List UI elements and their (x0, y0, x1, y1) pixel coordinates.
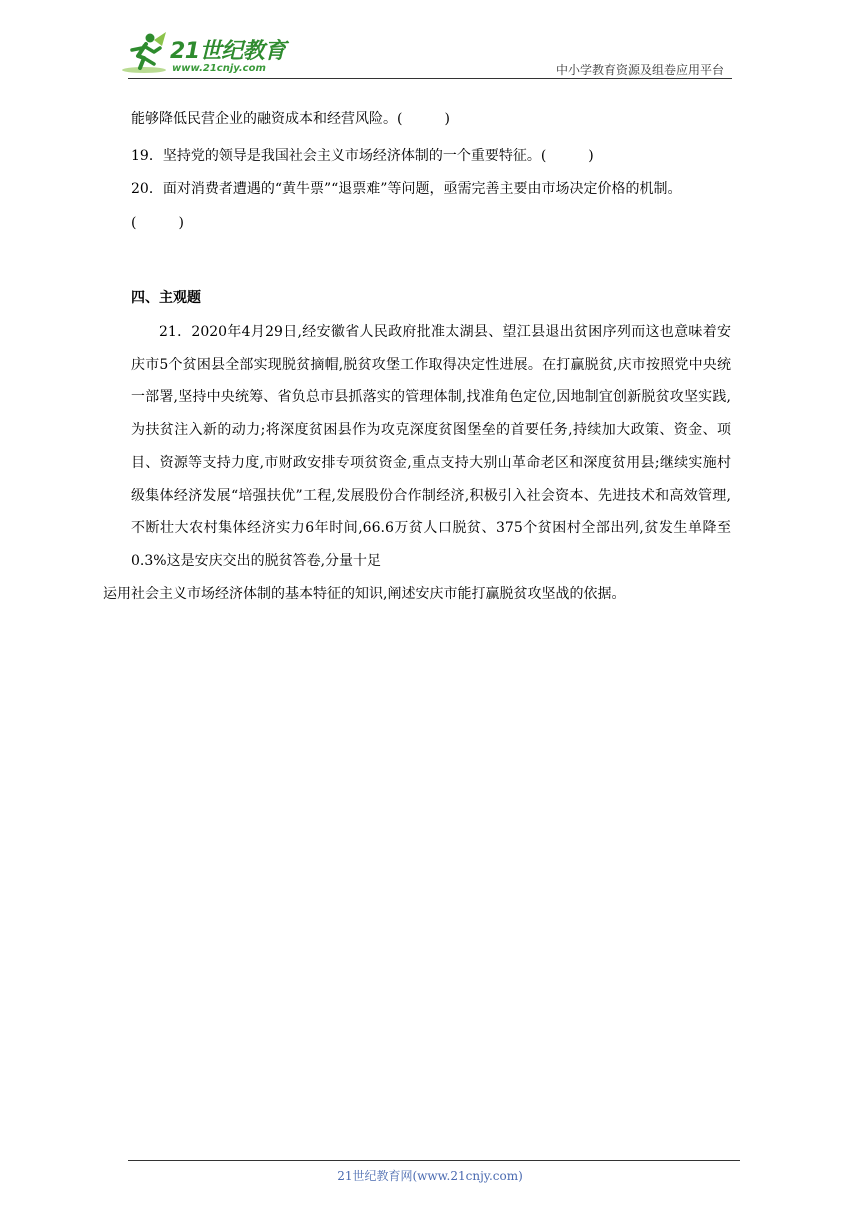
question-19: 19．坚持党的领导是我国社会主义市场经济体制的一个重要特征。( ) (131, 148, 594, 164)
logo-text: 21世纪教育 (170, 39, 286, 64)
question-21 (103, 316, 731, 610)
question-21-material: 21．2020年4月29日,经安徽省人民政府批准太湖县、望江县退出贫困序列而这也意味着安庆市5个贫困县全部实现脱贫摘帽,脱贫攻堡工作取得决定性进展。在打赢脱贫,庆市按照党中央统一部署,坚持中央统筹、省负总市县抓落实的管理体制,找准角色定位,因地制宜创新脱贫攻坚实践,为扶贫注入新的动力;将深度贫困县作为攻克深度贫图堡垒的首要任务,持续加大政策、资金、项目、资源等支持力度,市财政安排专项贫资金,重点支持大别山革命老区和深度贫用县;继续实施村级集体经济发展“培强扶优”工程,发展股份合作制经济,积极引入社会资本、先进技术和高效管理,不断壮大农村集体经济实力6年时间,66.6万贫人口脱贫、375个贫困村全部出列,贫发生单降至0.3%这是安庆交出的脱贫答卷,分量十足 (131, 324, 731, 569)
question-18-tail: 能够降低民营企业的融资成本和经营风险。( ) (131, 111, 450, 127)
header-divider (128, 78, 732, 79)
site-logo[interactable] (122, 30, 292, 80)
footer-divider (128, 1160, 740, 1161)
runner-logo-icon (122, 30, 168, 76)
logo-url: www.21cnjy.com (172, 63, 266, 74)
section-title-subjective: 四、主观题 (131, 290, 201, 306)
question-21-task: 运用社会主义市场经济体制的基本特征的知识,阐述安庆市能打赢脱贫攻坚战的依据。 (103, 585, 626, 602)
page-footer[interactable]: 21世纪教育网(www.21cnjy.com) (337, 1169, 523, 1183)
platform-name: 中小学教育资源及组卷应用平台 (555, 63, 724, 77)
question-20: 20．面对消费者遭遇的“黄牛票”“退票难”等问题，亟需完善主要由市场决定价格的机制。 (131, 181, 682, 197)
page-header (0, 0, 860, 84)
question-20-blank: ( ) (131, 215, 184, 231)
